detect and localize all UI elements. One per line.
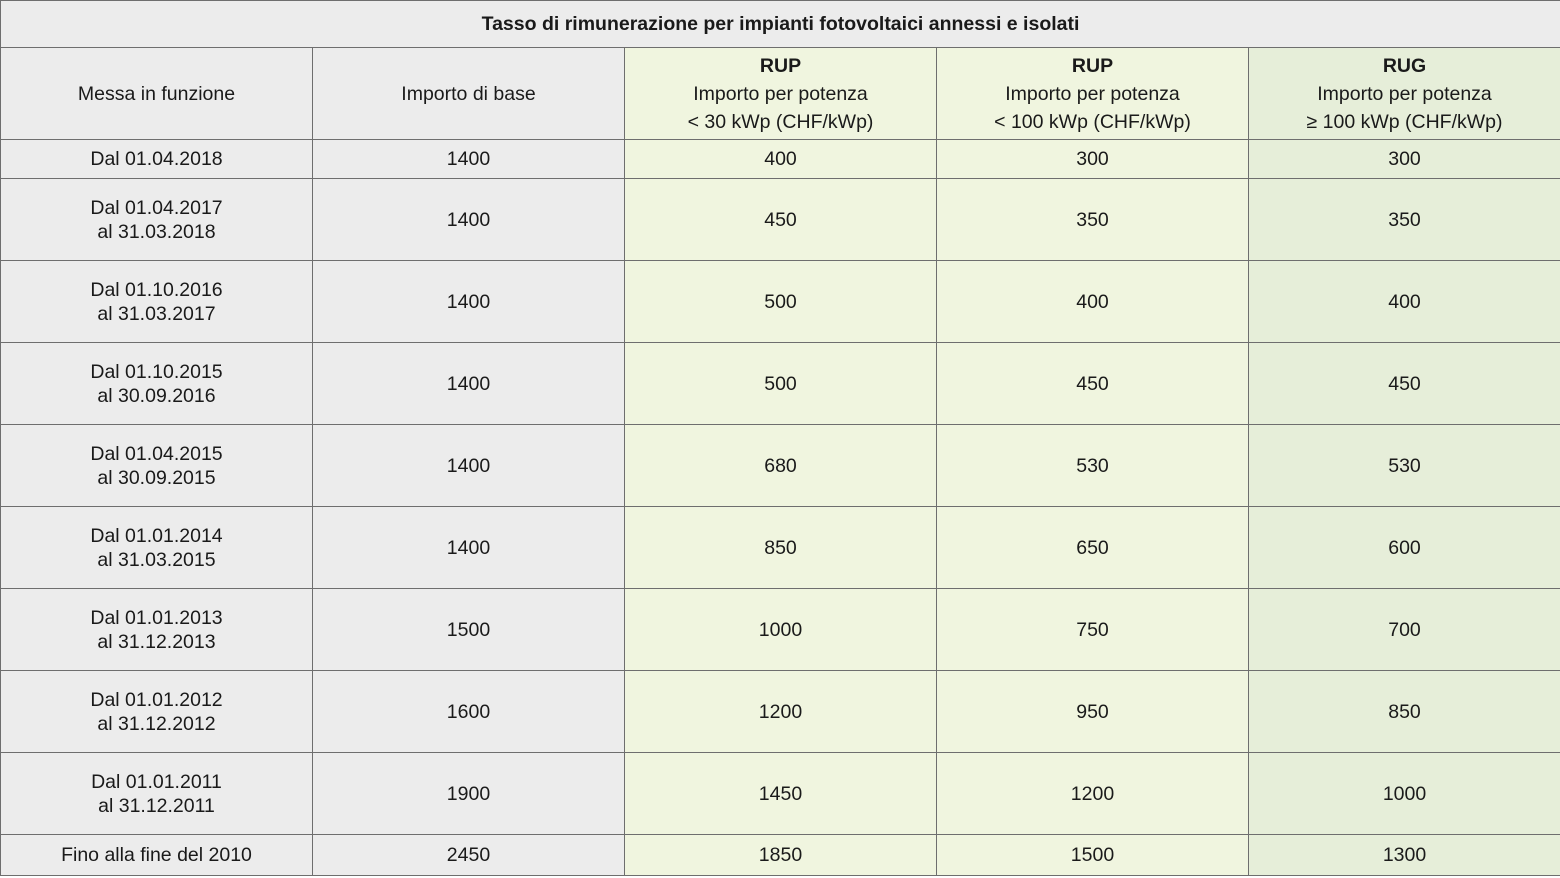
period-cell (1, 835, 313, 876)
rug-100-cell: 1300 (1249, 835, 1560, 876)
rup-100-cell: 400 (937, 261, 1249, 343)
table-row (1, 835, 1560, 876)
rup-30-cell: 1200 (625, 671, 937, 753)
rup-100-cell: 950 (937, 671, 1249, 753)
period-start: Dal 01.01.2014 (90, 524, 223, 547)
table-row (1, 140, 1560, 179)
rug-100-cell: 1000 (1249, 753, 1560, 835)
period-start: Dal 01.04.2017 (90, 196, 223, 219)
period-start: Dal 01.01.2011 (91, 770, 222, 793)
rup-100-cell: 1500 (937, 835, 1249, 876)
rup-100-cell: 300 (937, 140, 1249, 179)
rug-100-cell: 600 (1249, 507, 1560, 589)
header-rup-30 (625, 48, 937, 140)
period-end: al 31.03.2018 (97, 220, 216, 243)
header-rup-100 (937, 48, 1249, 140)
period-cell (1, 507, 313, 589)
base-amount-cell: 1400 (313, 261, 625, 343)
base-amount-cell: 1400 (313, 507, 625, 589)
rup-30-cell: 1450 (625, 753, 937, 835)
rug-100-cell: 530 (1249, 425, 1560, 507)
header-rup-100-line1: Importo per potenza (1005, 82, 1180, 105)
base-amount-cell: 2450 (313, 835, 625, 876)
rup-100-cell: 750 (937, 589, 1249, 671)
base-amount-cell: 1400 (313, 425, 625, 507)
rug-100-cell: 700 (1249, 589, 1560, 671)
rup-100-cell: 350 (937, 179, 1249, 261)
base-amount-cell: 1400 (313, 140, 625, 179)
table-row (1, 753, 1560, 835)
base-amount-cell: 1900 (313, 753, 625, 835)
period-start: Dal 01.10.2015 (90, 360, 223, 383)
table-row (1, 671, 1560, 753)
period-start: Dal 01.01.2013 (90, 606, 223, 629)
header-rug-100-line1: Importo per potenza (1317, 82, 1492, 105)
table-row (1, 261, 1560, 343)
period-start: Dal 01.04.2015 (90, 442, 223, 465)
table-title: Tasso di rimunerazione per impianti fotovoltaici annessi e isolati (1, 1, 1560, 48)
header-rug-100-line2: ≥ 100 kWp (CHF/kWp) (1306, 110, 1503, 133)
rug-100-cell: 400 (1249, 261, 1560, 343)
period-end: al 31.12.2012 (97, 712, 216, 735)
period-cell (1, 589, 313, 671)
period-start: Dal 01.10.2016 (90, 278, 223, 301)
rup-30-cell: 680 (625, 425, 937, 507)
period-cell (1, 425, 313, 507)
rup-100-cell: 530 (937, 425, 1249, 507)
rup-30-cell: 400 (625, 140, 937, 179)
rup-30-cell: 850 (625, 507, 937, 589)
header-rup-100-line2: < 100 kWp (CHF/kWp) (994, 110, 1191, 133)
period-end: al 31.12.2011 (98, 794, 215, 817)
header-rup-30-tag: RUP (759, 54, 802, 77)
period-end: al 31.12.2013 (97, 630, 216, 653)
period-cell (1, 671, 313, 753)
header-rup-30-line2: < 30 kWp (CHF/kWp) (687, 110, 874, 133)
base-amount-cell: 1600 (313, 671, 625, 753)
table-title-row (1, 1, 1560, 48)
rug-100-cell: 450 (1249, 343, 1560, 425)
rup-100-cell: 450 (937, 343, 1249, 425)
period-cell (1, 179, 313, 261)
base-amount-cell: 1500 (313, 589, 625, 671)
rup-100-cell: 1200 (937, 753, 1249, 835)
table-row (1, 507, 1560, 589)
period-start: Dal 01.01.2012 (90, 688, 223, 711)
rug-100-cell: 850 (1249, 671, 1560, 753)
period-cell (1, 343, 313, 425)
table-row (1, 343, 1560, 425)
header-rup-100-tag: RUP (1071, 54, 1114, 77)
table-row (1, 589, 1560, 671)
period-end: al 31.03.2015 (97, 548, 216, 571)
rug-100-cell: 300 (1249, 140, 1560, 179)
period-cell (1, 261, 313, 343)
base-amount-cell: 1400 (313, 179, 625, 261)
period-start: Fino alla fine del 2010 (61, 844, 252, 866)
table-header-row (1, 48, 1560, 140)
rup-30-cell: 500 (625, 261, 937, 343)
rup-30-cell: 500 (625, 343, 937, 425)
header-rug-100-tag: RUG (1382, 54, 1427, 77)
period-start: Dal 01.04.2018 (90, 148, 223, 170)
base-amount-cell: 1400 (313, 343, 625, 425)
period-cell (1, 753, 313, 835)
period-end: al 31.03.2017 (97, 302, 216, 325)
period-end: al 30.09.2015 (97, 466, 216, 489)
rup-30-cell: 1000 (625, 589, 937, 671)
rug-100-cell: 350 (1249, 179, 1560, 261)
table-row (1, 425, 1560, 507)
rup-100-cell: 650 (937, 507, 1249, 589)
rup-30-cell: 450 (625, 179, 937, 261)
period-end: al 30.09.2016 (97, 384, 216, 407)
header-rug-100 (1249, 48, 1560, 140)
rup-30-cell: 1850 (625, 835, 937, 876)
header-rup-30-line1: Importo per potenza (693, 82, 868, 105)
header-commissioning: Messa in funzione (1, 48, 313, 140)
header-base-amount: Importo di base (313, 48, 625, 140)
table-row (1, 179, 1560, 261)
period-cell (1, 140, 313, 179)
